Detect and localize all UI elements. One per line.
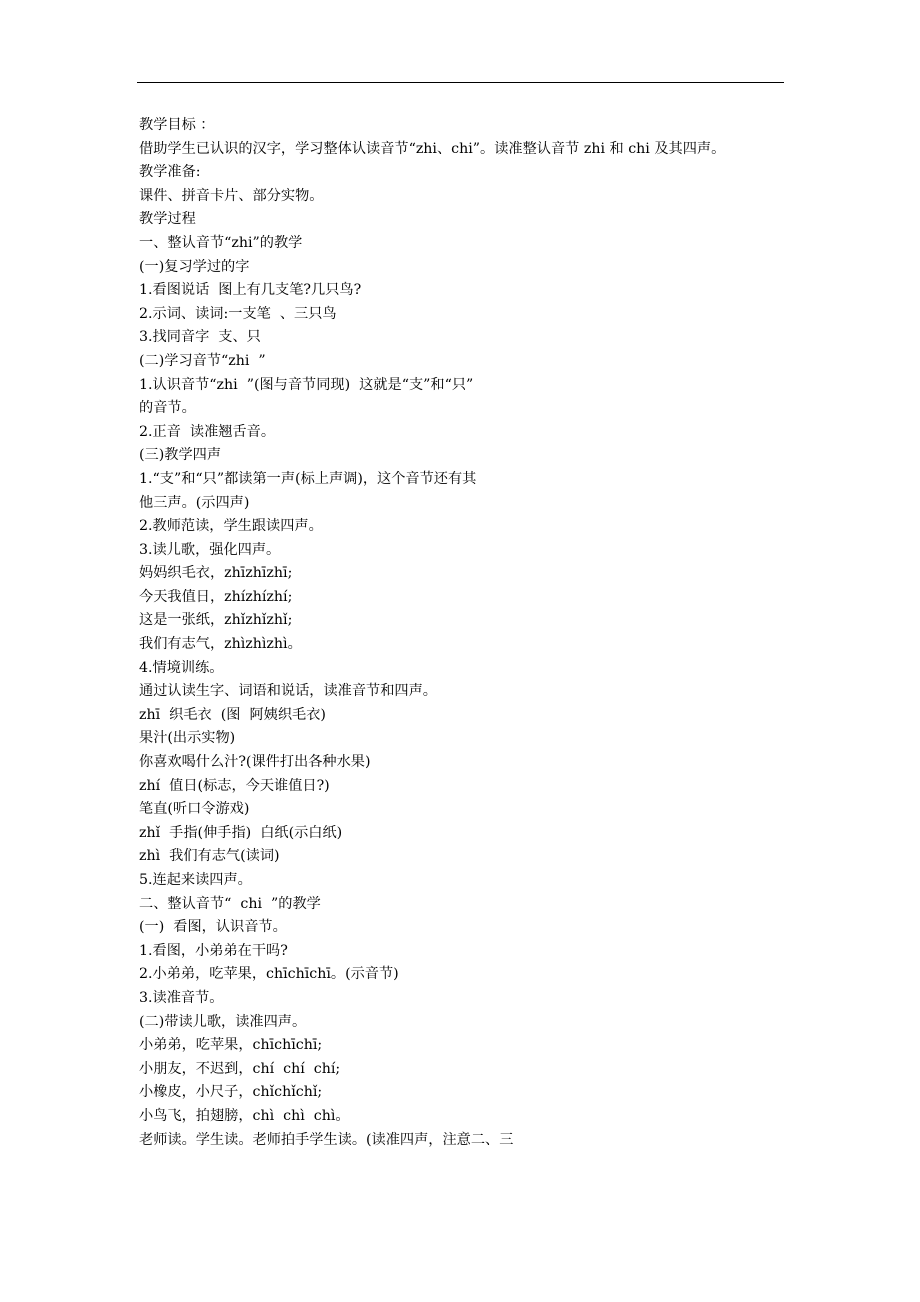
rhyme-line: 小弟弟，吃苹果，chīchīchī; bbox=[139, 1037, 323, 1054]
text-line: 你喜欢喝什么汁?(课件打出各种水果) bbox=[139, 754, 371, 771]
text-line: 1.认识音节“zhi ”(图与音节同现) 这就是“支”和“只” bbox=[139, 376, 474, 393]
text-line: 通过认读生字、词语和说话，读准音节和四声。 bbox=[139, 683, 437, 700]
text-line: 3.读儿歌，强化四声。 bbox=[139, 541, 281, 558]
rhyme-line: 这是一张纸，zhǐzhǐzhǐ; bbox=[139, 612, 293, 629]
section-heading-objectives: 教学目标 ： bbox=[139, 117, 215, 133]
text-line: 1.看图说话 图上有几支笔?几只鸟? bbox=[139, 282, 362, 299]
header-rule bbox=[137, 82, 784, 83]
text-line: 2.正音 读准翘舌音。 bbox=[139, 423, 276, 440]
rhyme-line: 小鸟飞，拍翅膀，chì chì chì。 bbox=[139, 1107, 350, 1124]
document-body bbox=[139, 114, 799, 1152]
text-line: zhì 我们有志气(读词) bbox=[139, 848, 280, 865]
text-line: 他三声。(示四声) bbox=[139, 494, 250, 511]
rhyme-line: 小朋友，不迟到，chí chí chí; bbox=[139, 1060, 341, 1077]
section-heading-preparation: 教学准备: bbox=[139, 164, 201, 181]
subsection-heading: (一)复习学过的字 bbox=[139, 258, 250, 275]
text-line: 5.连起来读四声。 bbox=[139, 872, 252, 888]
part-one-heading: 一、整认音节“zhi”的教学 bbox=[139, 234, 303, 251]
rhyme-line: 我们有志气，zhìzhìzhì。 bbox=[139, 636, 302, 653]
text-line: 2.小弟弟，吃苹果，chīchīchī。(示音节) bbox=[139, 966, 399, 983]
subsection-heading: (二)带读儿歌，读准四声。 bbox=[139, 1013, 307, 1030]
text-line: zhǐ 手指(伸手指) 白纸(示白纸) bbox=[139, 824, 343, 841]
subsection-heading: (二)学习音节“zhi ” bbox=[139, 352, 266, 369]
text-line: 老师读。学生读。老师拍手学生读。(读准四声，注意二、三 bbox=[139, 1131, 514, 1148]
section-heading-process: 教学过程 bbox=[139, 211, 196, 228]
objectives-text: 借助学生已认识的汉字，学习整体认读音节“zhi、chi”。读准整认音节 zhi 和 chi 及其四声。 bbox=[139, 140, 726, 157]
text-line: 笔直(听口令游戏) bbox=[139, 801, 250, 818]
text-line: zhī 织毛衣 (图 阿姨织毛衣) bbox=[139, 706, 326, 723]
text-line: 3.找同音字 支、只 bbox=[139, 329, 261, 346]
rhyme-line: 小橡皮，小尺子，chǐchǐchǐ; bbox=[139, 1084, 323, 1101]
subsection-heading: (一) 看图，认识音节。 bbox=[139, 919, 287, 936]
text-line: 2.示词、读词:一支笔 、三只鸟 bbox=[139, 305, 337, 322]
text-line: 1.“支”和“只”都读第一声(标上声调)，这个音节还有其 bbox=[139, 470, 477, 487]
preparation-text: 课件、拼音卡片、部分实物。 bbox=[139, 187, 324, 204]
text-line: 果汁(出示实物) bbox=[139, 730, 236, 747]
text-line: 的音节。 bbox=[139, 400, 196, 417]
subsection-heading: (三)教学四声 bbox=[139, 447, 222, 464]
text-line: 1.看图，小弟弟在干吗? bbox=[139, 942, 288, 959]
text-line: 3.读准音节。 bbox=[139, 989, 224, 1006]
part-two-heading: 二、整认音节“ chi ”的教学 bbox=[139, 895, 321, 912]
text-line: 2.教师范读，学生跟读四声。 bbox=[139, 518, 323, 535]
text-line: zhí 值日(标志，今天谁值日?) bbox=[139, 777, 330, 794]
rhyme-line: 今天我值日，zhízhízhí; bbox=[139, 588, 293, 605]
rhyme-line: 妈妈织毛衣，zhīzhīzhī; bbox=[139, 565, 293, 582]
text-line: 4.情境训练。 bbox=[139, 659, 224, 676]
